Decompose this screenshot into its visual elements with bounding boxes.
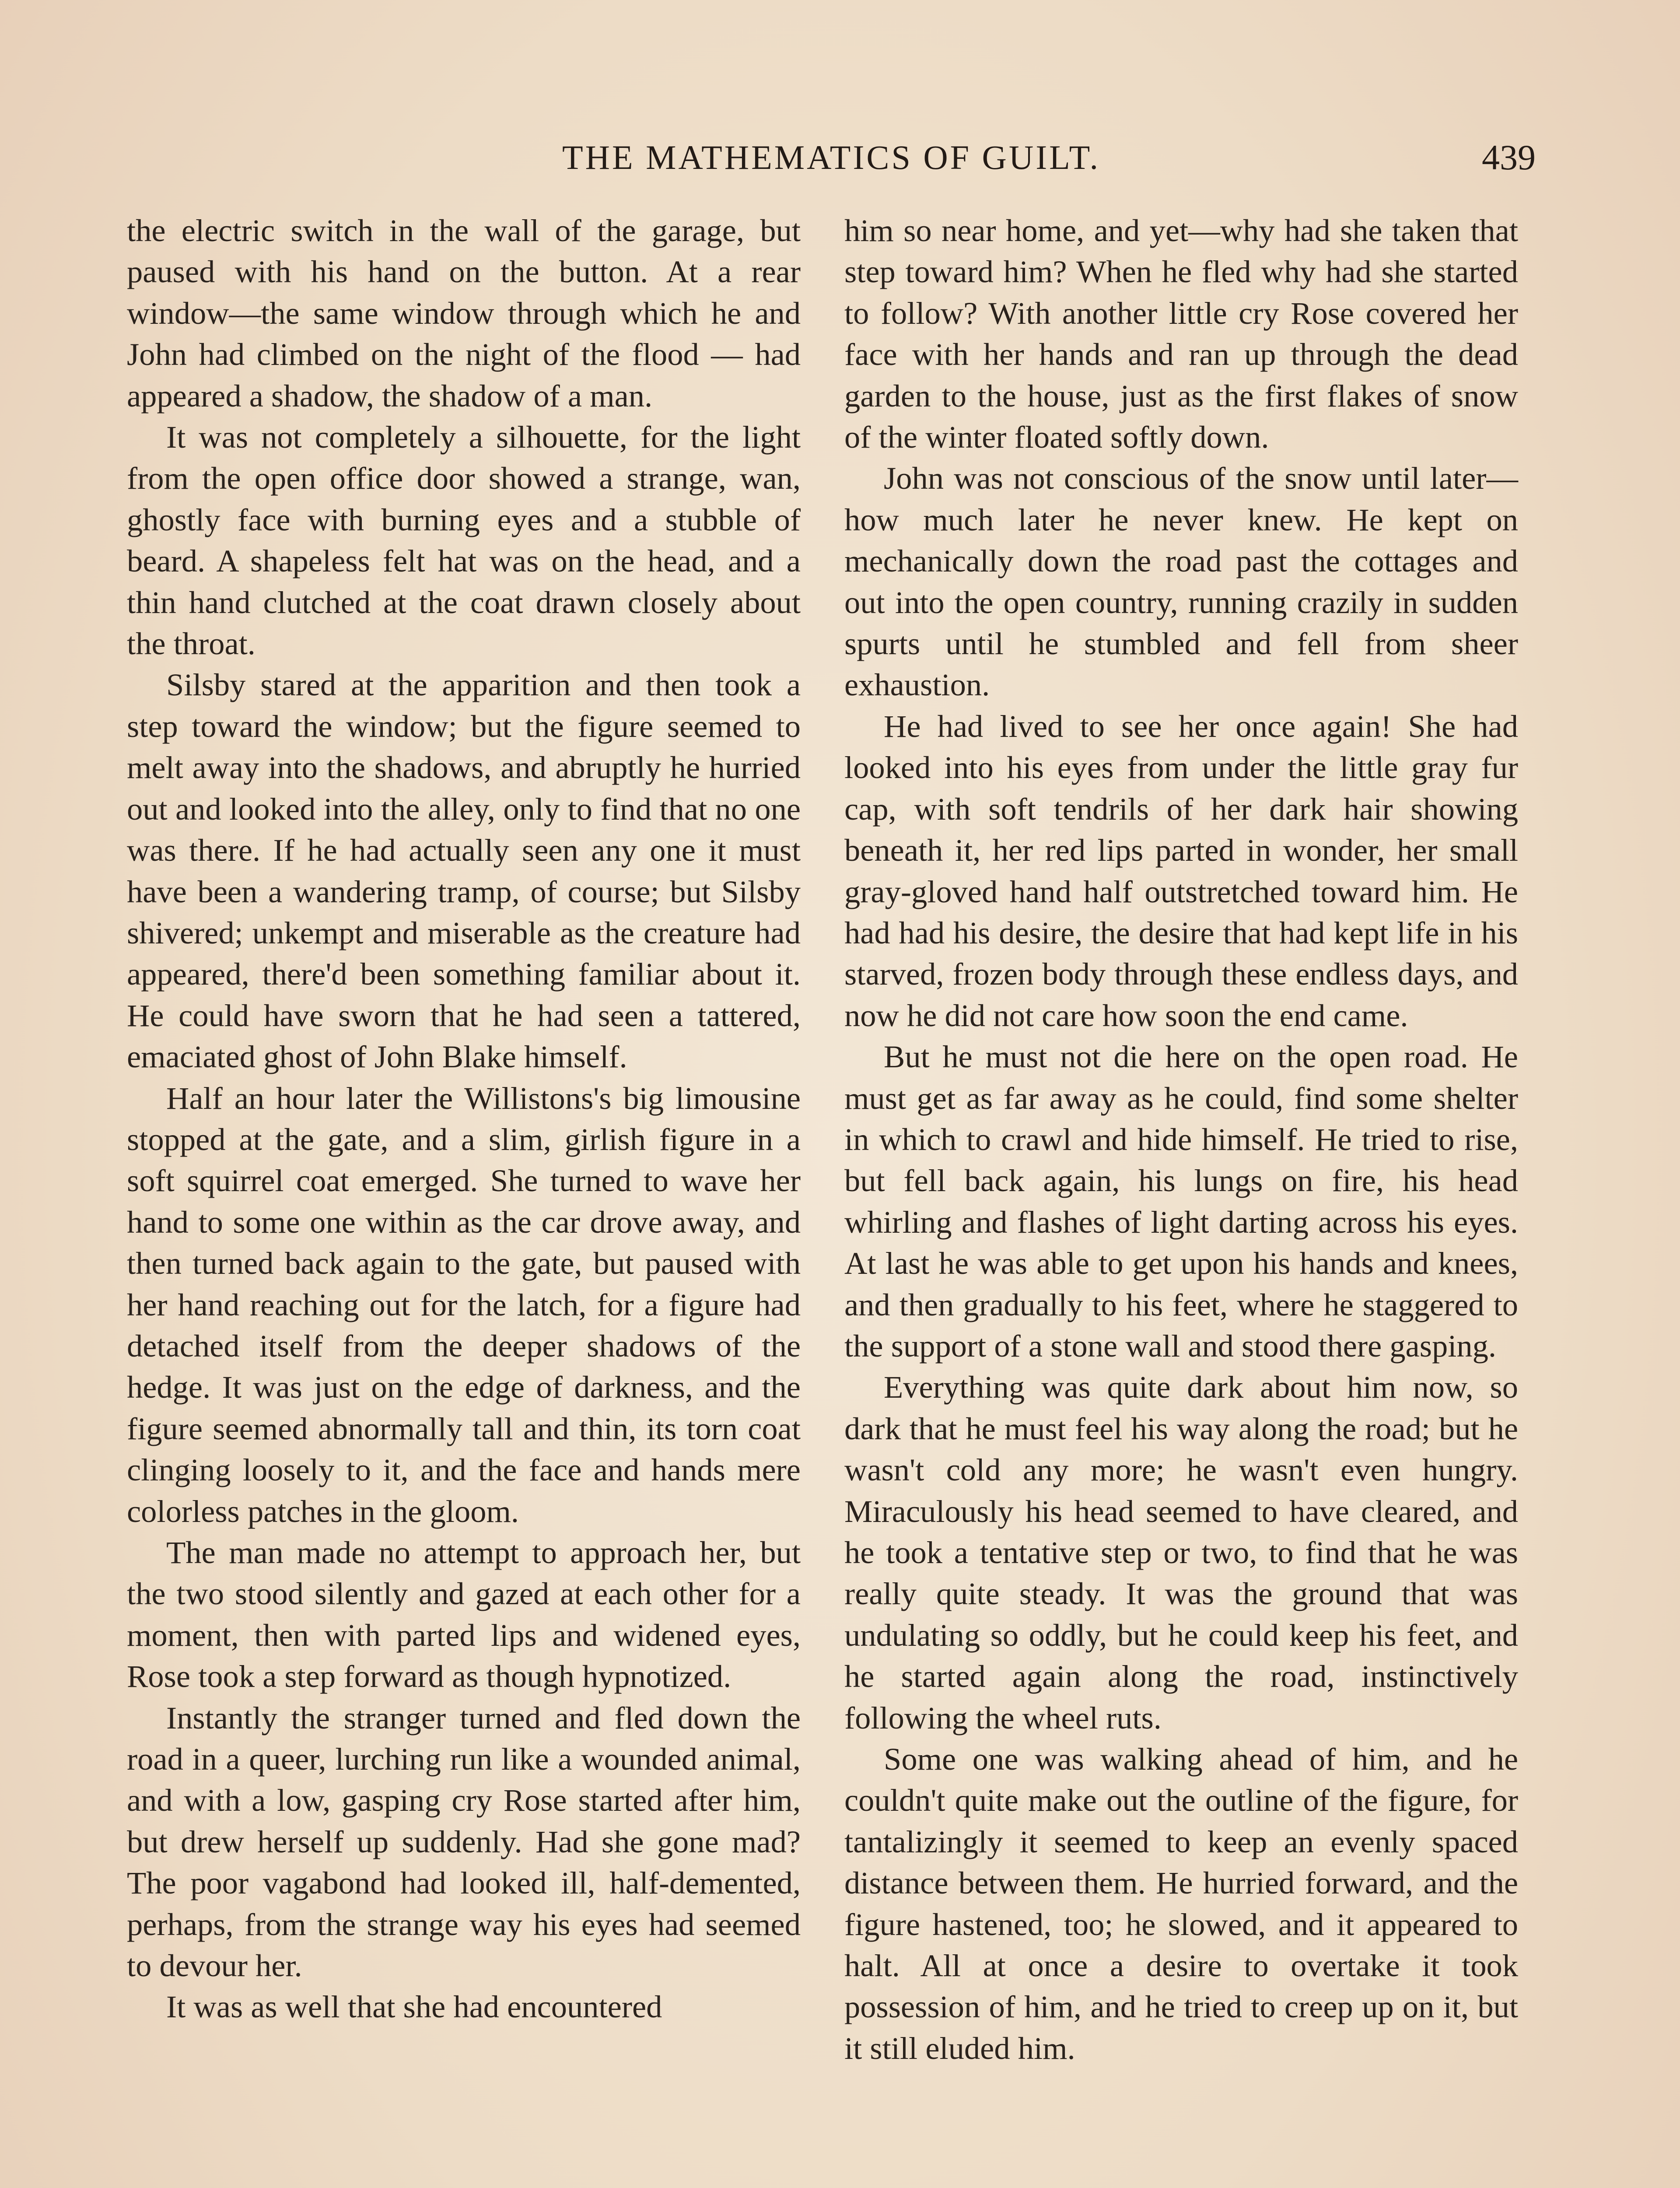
- right-column: [844, 210, 1518, 2069]
- page-number: 439: [1482, 137, 1536, 177]
- paragraph: But he must not die here on the open road. He must get as far away as he could, find some shelter in which to crawl and hide himself. He tried to rise, but fell back again, his lungs on fire, his head whirling and flashes of light darting across his eyes. At last he was able to get upon his hands and knees, and then gradually to his feet, where he staggered to the support of a stone wall and stood there gasping.: [844, 1039, 1518, 1364]
- paragraph: John was not conscious of the snow until later—how much later he never knew. He kept on mechanically down the road past the cottages and out into the open country, running crazily in sudden spurts until he stumbled and fell from sheer exhaustion.: [844, 460, 1518, 703]
- paragraph: him so near home, and yet—why had she taken that step toward him? When he fled why had she started to follow? With another little cry Rose covered her face with her hands and ran up through the dead garden to the house, just as the first flakes of snow of the winter floated softly down.: [844, 213, 1518, 455]
- paragraph: The man made no attempt to approach her, but the two stood silently and gazed at each other for a moment, then with parted lips and widened eyes, Rose took a step forward as though hypnotized.: [127, 1535, 801, 1694]
- paragraph: Instantly the stranger turned and fled down the road in a queer, lurching run like a wounded animal, and with a low, gasping cry Rose started after him, but drew herself up suddenly. Had she gone mad? The poor vagabond had looked ill, half-demented, perhaps, from the strange way his eyes had seemed to devour her.: [127, 1700, 801, 1984]
- running-title: THE MATHEMATICS OF GUILT.: [562, 138, 1101, 176]
- paragraph: Silsby stared at the apparition and then took a step toward the window; but the figure seemed to melt away into the shadows, and abruptly he hurried out and looked into the alley, only to find that no one was there. If he had actually seen any one it must have been a wandering tramp, of course; but Silsby shivered; unkempt and miserable as the creature had appeared, there'd been something familiar about it. He could have sworn that he had seen a tattered, emaciated ghost of John Blake himself.: [127, 667, 801, 1075]
- left-column: [127, 210, 801, 2028]
- paragraph: Some one was walking ahead of him, and he couldn't quite make out the outline of the figure, for tantalizingly it seemed to keep an evenly spaced distance between them. He hurried forward, and the figure hastened, too; he slowed, and it appeared to halt. All at once a desire to overtake it took possession of him, and he tried to creep up on it, but it still eluded him.: [844, 1741, 1518, 2066]
- page-header: [127, 131, 1536, 184]
- paragraph: It was as well that she had encountered: [166, 1989, 662, 2025]
- paragraph: He had lived to see her once again! She had looked into his eyes from under the little gray fur cap, with soft tendrils of her dark hair showing beneath it, her red lips parted in wonder, her small gray-gloved hand half outstretched toward him. He had had his desire, the desire that had kept life in his starved, frozen body through these endless days, and now he did not care how soon the end came.: [844, 708, 1518, 1033]
- paragraph: Half an hour later the Willistons's big limousine stopped at the gate, and a slim, girlish figure in a soft squirrel coat emerged. She turned to wave her hand to some one within as the car drove away, and then turned back again to the gate, but paused with her hand reaching out for the latch, for a figure had detached itself from the deeper shadows of the hedge. It was just on the edge of darkness, and the figure seemed abnormally tall and thin, its torn coat clinging loosely to it, and the face and hands mere colorless patches in the gloom.: [127, 1080, 801, 1529]
- paragraph: It was not completely a silhouette, for the light from the open office door showed a strange, wan, ghostly face with burning eyes and a stubble of beard. A shapeless felt hat was on the head, and a thin hand clutched at the coat drawn closely about the throat.: [127, 419, 801, 662]
- paragraph: Everything was quite dark about him now, so dark that he must feel his way along the road; but he wasn't cold any more; he wasn't even hungry. Miraculously his head seemed to have cleared, and he took a tentative step or two, to find that he was really quite steady. It was the ground that was undulating so oddly, but he could keep his feet, and he started again along the road, instinctively following the wheel ruts.: [844, 1369, 1518, 1736]
- paragraph: the electric switch in the wall of the garage, but paused with his hand on the button. At a rear window—the same window through which he and John had climbed on the night of the flood — had appeared a shadow, the shadow of a man.: [127, 213, 801, 414]
